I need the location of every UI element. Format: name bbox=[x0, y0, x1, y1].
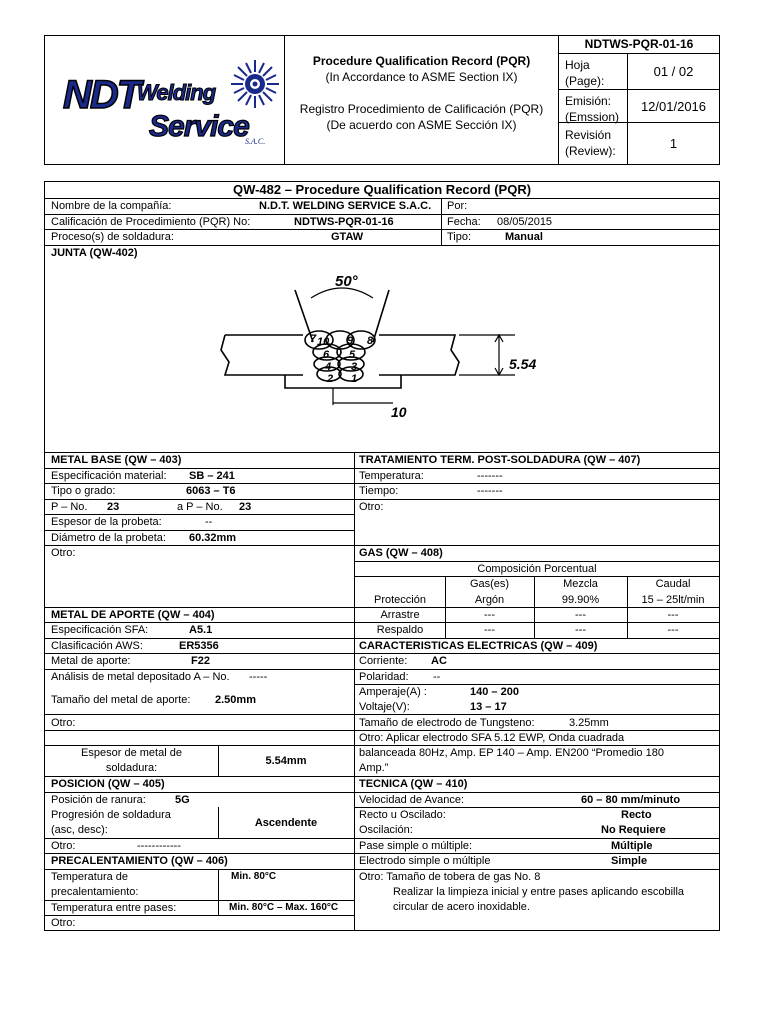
emission-row bbox=[559, 90, 719, 123]
weld-thickness-label-2: soldadura: bbox=[105, 762, 158, 774]
preheat-temp-label-2: precalentamiento: bbox=[51, 886, 139, 898]
filler-metal-label: Metal de aporte: bbox=[51, 655, 131, 667]
groove-label: Posición de ranura: bbox=[51, 794, 146, 806]
gas-col-mix: Mezcla bbox=[563, 578, 598, 590]
tungsten-value: 3.25mm bbox=[569, 717, 609, 729]
base-diameter-label: Diámetro de la probeta: bbox=[51, 532, 166, 544]
polarity-value: -- bbox=[433, 671, 441, 683]
weld-thickness-label-1: Espesor de metal de bbox=[81, 747, 182, 759]
gas-col-gas: Gas(es) bbox=[469, 578, 510, 590]
polarity-label: Polaridad: bbox=[359, 671, 409, 683]
title-es: Registro Procedimiento de Calificación (PQR) bbox=[299, 102, 544, 116]
position-heading: POSICION (QW – 405) bbox=[51, 778, 165, 790]
emission-value: 12/01/2016 bbox=[640, 98, 707, 114]
gas-row-flow: --- bbox=[667, 609, 679, 621]
speed-label: Velocidad de Avance: bbox=[359, 794, 464, 806]
pass-label: Pase simple o múltiple: bbox=[359, 840, 473, 852]
bead-value: Recto bbox=[621, 809, 652, 821]
pass-label-3: 3 bbox=[351, 361, 358, 373]
gas-row-gas: Argón bbox=[474, 594, 505, 606]
pass-label-6: 6 bbox=[323, 349, 330, 361]
joint-heading: JUNTA (QW-402) bbox=[51, 247, 138, 259]
document-control-block bbox=[559, 36, 719, 164]
amperage-label: Amperaje(A) : bbox=[359, 686, 427, 698]
svg-text:Service: Service bbox=[149, 110, 249, 143]
voltage-value: 13 – 17 bbox=[470, 701, 507, 713]
voltage-label: Voltaje(V): bbox=[359, 701, 410, 713]
pwht-heading: TRATAMIENTO TERM. POST-SOLDADURA (QW – 407) bbox=[359, 454, 641, 466]
preheat-temp-value: Min. 80°C bbox=[231, 871, 277, 882]
interpass-label: Temperatura entre pases: bbox=[51, 902, 177, 914]
progression-label-1: Progresión de soldadura bbox=[51, 809, 171, 821]
base-thickness-value: -- bbox=[205, 516, 213, 528]
fecha-label: Fecha: bbox=[447, 216, 481, 228]
pwht-time-value: ------- bbox=[477, 485, 503, 497]
company-logo bbox=[45, 36, 285, 164]
amperage-value: 140 – 200 bbox=[470, 686, 519, 698]
preheat-heading: PRECALENTAMIENTO (QW – 406) bbox=[51, 855, 228, 867]
gas-row-label: Respaldo bbox=[376, 624, 424, 636]
oscillation-value: No Requiere bbox=[601, 824, 666, 836]
technique-otro-line-1: Otro: Tamaño de tobera de gas No. 8 bbox=[359, 871, 541, 883]
review-label: Revisión (Review): bbox=[559, 123, 628, 164]
position-otro-value: ------------ bbox=[137, 840, 181, 852]
preheat-otro-label: Otro: bbox=[51, 917, 76, 929]
pass-label-1: 1 bbox=[351, 373, 358, 385]
technique-otro-line-2: Realizar la limpieza inicial y entre pases aplicando escobilla bbox=[393, 886, 685, 898]
position-otro-label: Otro: bbox=[51, 840, 76, 852]
por-label: Por: bbox=[447, 200, 468, 212]
company-label: Nombre de la compañía: bbox=[51, 200, 172, 212]
svg-text:NDT: NDT bbox=[63, 73, 140, 117]
preheat-temp-label-1: Temperatura de bbox=[51, 871, 129, 883]
page-row bbox=[559, 54, 719, 90]
pass-label-8: 8 bbox=[367, 335, 374, 347]
pass-label-9: 9 bbox=[347, 335, 354, 347]
review-row bbox=[559, 123, 719, 164]
gas-heading: GAS (QW – 408) bbox=[359, 547, 443, 559]
oscillation-label: Oscilación: bbox=[359, 824, 413, 836]
document-code: NDTWS-PQR-01-16 bbox=[559, 36, 719, 54]
current-value: AC bbox=[431, 655, 447, 667]
to-p-no-label: a P – No. bbox=[177, 501, 223, 513]
electrode-value: Simple bbox=[611, 855, 648, 867]
speed-value: 60 – 80 mm/minuto bbox=[581, 794, 681, 806]
subtitle-es: (De acuerdo con ASME Sección IX) bbox=[326, 118, 517, 132]
base-thickness-label: Espesor de la probeta: bbox=[51, 516, 162, 528]
electrical-otro-line-1: Otro: Aplicar electrodo SFA 5.12 EWP, Onda cuadrada bbox=[359, 732, 625, 744]
pass-label-10: 10 bbox=[317, 336, 330, 348]
electrical-heading: CARACTERISTICAS ELECTRICAS (QW – 409) bbox=[359, 640, 598, 652]
base-grade-value: 6063 – T6 bbox=[186, 485, 236, 497]
current-label: Corriente: bbox=[359, 655, 408, 667]
filler-otro-label: Otro: bbox=[51, 717, 76, 729]
gas-row-label: Protección bbox=[374, 594, 426, 606]
interpass-value: Min. 80°C – Max. 160°C bbox=[229, 902, 339, 913]
pqr-no-label: Calificación de Procedimiento (PQR) No: bbox=[51, 216, 251, 228]
tungsten-label: Tamaño de electrodo de Tungsteno: bbox=[359, 717, 535, 729]
pass-label-7: 7 bbox=[310, 333, 317, 345]
progression-label-2: (asc, desc): bbox=[51, 824, 108, 836]
gas-row-flow: --- bbox=[667, 624, 679, 636]
pwht-temp-value: ------- bbox=[477, 470, 503, 482]
p-no-value: 23 bbox=[107, 501, 120, 513]
progression-value: Ascendente bbox=[254, 817, 318, 829]
base-spec-value: SB – 241 bbox=[189, 470, 235, 482]
filler-aws-label: Clasificación AWS: bbox=[51, 640, 143, 652]
weld-thickness-value: 5.54mm bbox=[265, 755, 307, 767]
bead-label: Recto u Oscilado: bbox=[359, 809, 446, 821]
base-otro-label: Otro: bbox=[51, 547, 76, 559]
document-header bbox=[44, 35, 720, 165]
process-label: Proceso(s) de soldadura: bbox=[51, 231, 174, 243]
p-no-label: P – No. bbox=[51, 501, 88, 513]
filler-heading: METAL DE APORTE (QW – 404) bbox=[51, 609, 215, 621]
process-value: GTAW bbox=[331, 231, 364, 243]
page-label: Hoja (Page): bbox=[559, 54, 628, 89]
document-title-block bbox=[285, 36, 559, 164]
ndt-logo-icon bbox=[45, 36, 285, 164]
filler-sfa-value: A5.1 bbox=[189, 624, 213, 636]
tipo-value: Manual bbox=[505, 231, 543, 243]
filler-metal-value: F22 bbox=[191, 655, 210, 667]
pqr-form bbox=[44, 181, 720, 931]
svg-text:Welding: Welding bbox=[137, 80, 216, 105]
pass-value: Múltiple bbox=[611, 840, 653, 852]
filler-sfa-label: Especificación SFA: bbox=[51, 624, 149, 636]
review-value: 1 bbox=[669, 136, 678, 151]
base-diameter-value: 60.32mm bbox=[189, 532, 237, 544]
joint-backing-label: 10 bbox=[391, 404, 407, 420]
title-en: Procedure Qualification Record (PQR) bbox=[312, 54, 531, 68]
base-spec-label: Especificación material: bbox=[51, 470, 167, 482]
pwht-time-label: Tiempo: bbox=[359, 485, 399, 497]
filler-analysis-value: ----- bbox=[249, 671, 268, 683]
joint-thickness-label: 5.54 bbox=[509, 356, 537, 372]
technique-heading: TECNICA (QW – 410) bbox=[359, 778, 468, 790]
electrode-label: Electrodo simple o múltiple bbox=[359, 855, 491, 867]
pass-label-4: 4 bbox=[325, 361, 332, 373]
filler-size-label: Tamaño del metal de aporte: bbox=[51, 694, 191, 706]
gas-row-gas: --- bbox=[484, 609, 495, 621]
to-p-no-value: 23 bbox=[239, 501, 252, 513]
gas-composition-header: Composición Porcentual bbox=[477, 563, 597, 575]
base-metal-heading: METAL BASE (QW – 403) bbox=[51, 454, 182, 466]
fecha-value: 08/05/2015 bbox=[497, 216, 553, 228]
emission-label: Emisión: (Emssion) bbox=[559, 90, 628, 122]
pass-label-2: 2 bbox=[327, 373, 334, 385]
gas-row-label: Arrastre bbox=[380, 609, 420, 621]
company-value: N.D.T. WELDING SERVICE S.A.C. bbox=[259, 200, 432, 212]
tipo-label: Tipo: bbox=[447, 231, 472, 243]
gas-row-flow: 15 – 25lt/min bbox=[641, 594, 705, 606]
page-value: 01 / 02 bbox=[653, 64, 694, 79]
filler-size-value: 2.50mm bbox=[215, 694, 256, 706]
gas-row-gas: --- bbox=[484, 624, 495, 636]
gas-row-mix: --- bbox=[575, 609, 586, 621]
pwht-temp-label: Temperatura: bbox=[359, 470, 424, 482]
base-grade-label: Tipo o grado: bbox=[51, 485, 116, 497]
technique-otro-line-3: circular de acero inoxidable. bbox=[393, 901, 530, 913]
pqr-no-value: NDTWS-PQR-01-16 bbox=[294, 216, 394, 228]
subtitle-en: (In Accordance to ASME Section IX) bbox=[325, 70, 518, 84]
svg-text:S.A.C.: S.A.C. bbox=[245, 137, 266, 146]
gas-row-mix: --- bbox=[575, 624, 586, 636]
gas-col-flow: Caudal bbox=[655, 578, 691, 590]
electrical-otro-line-2: balanceada 80Hz, Amp. EP 140 – Amp. EN200 “Promedio 180 bbox=[359, 747, 664, 759]
electrical-otro-line-3: Amp.” bbox=[359, 762, 389, 774]
gas-row-mix: 99.90% bbox=[561, 594, 600, 606]
groove-value: 5G bbox=[175, 794, 190, 806]
filler-aws-value: ER5356 bbox=[179, 640, 219, 652]
pwht-otro-label: Otro: bbox=[359, 501, 384, 513]
filler-analysis-label: Análisis de metal depositado A – No. bbox=[51, 671, 230, 683]
form-title: QW-482 – Procedure Qualification Record (PQR) bbox=[232, 182, 532, 197]
joint-angle-label: 50° bbox=[335, 273, 358, 290]
pass-label-5: 5 bbox=[349, 349, 356, 361]
